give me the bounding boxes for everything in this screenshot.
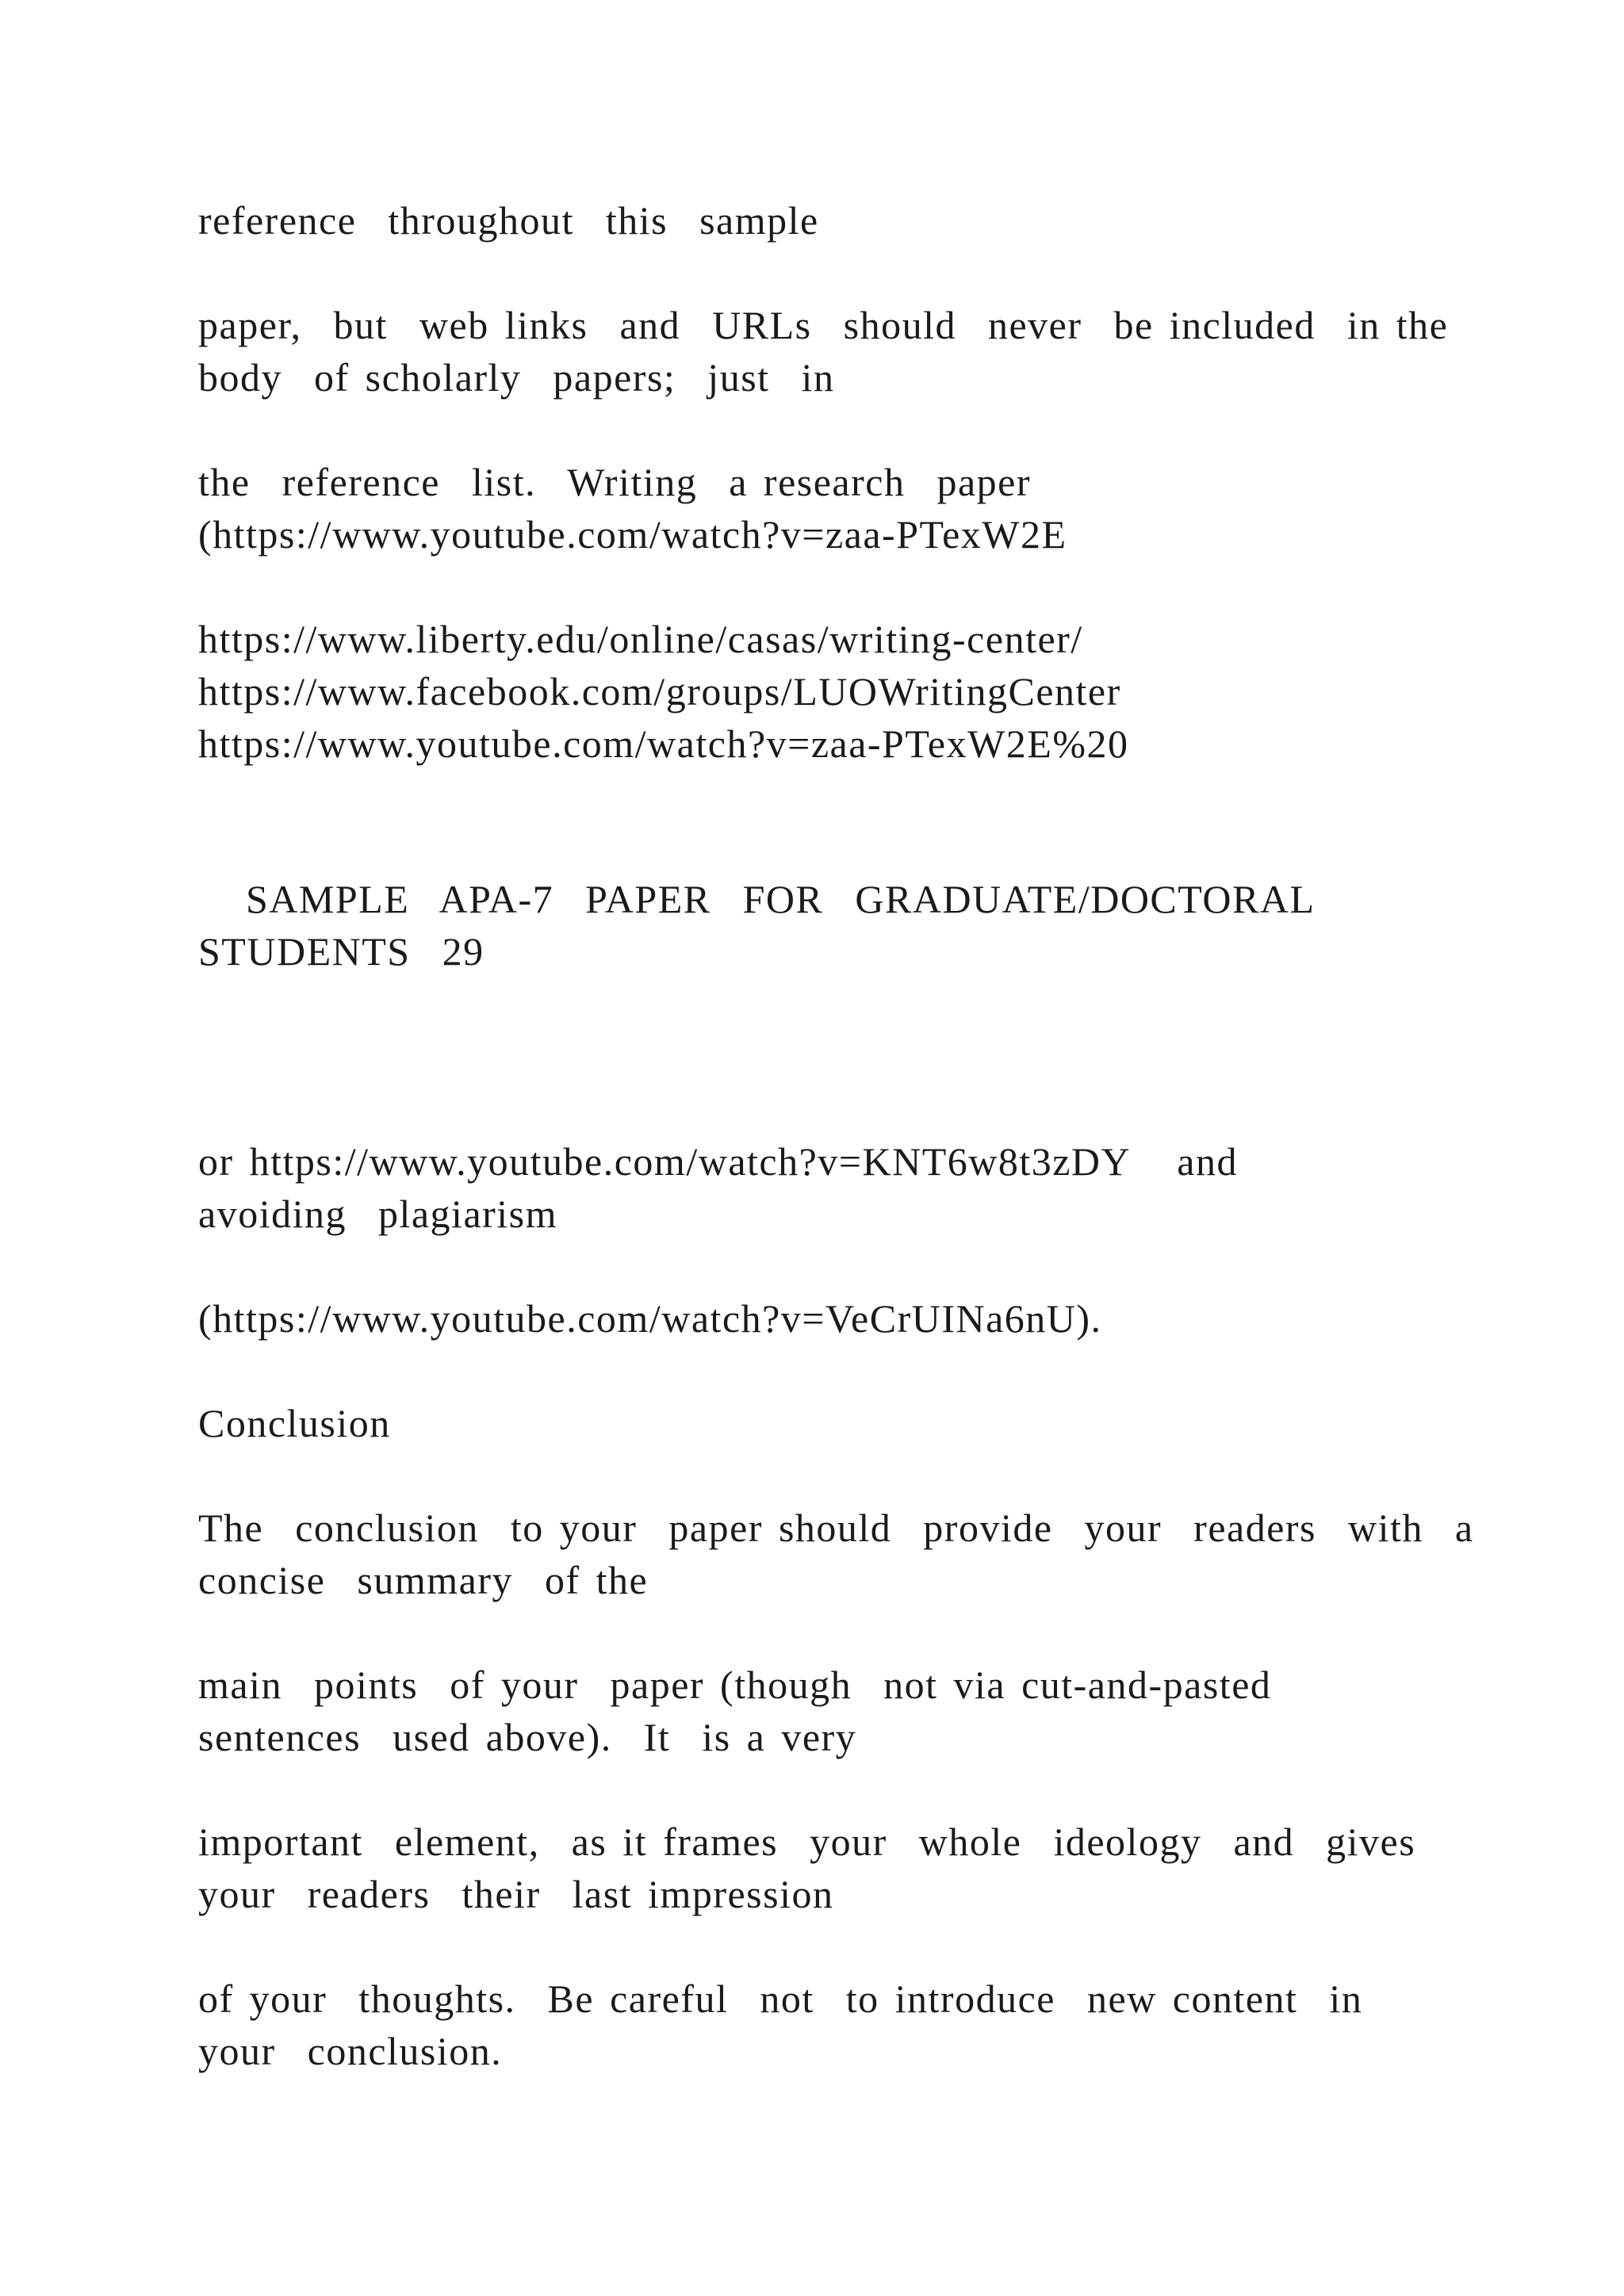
- text-line: paper, but web links and URLs should never be included in the: [198, 303, 1449, 347]
- url-line: https://www.youtube.com/watch?v=zaa-PTexW2E%20: [198, 721, 1129, 766]
- text-line: reference throughout this sample: [198, 198, 819, 243]
- text-line: the reference list. Writing a research paper: [198, 460, 1031, 504]
- running-header: SAMPLE APA-7 PAPER FOR GRADUATE/DOCTORAL: [198, 877, 1316, 921]
- url-line: https://www.facebook.com/groups/LUOWritingCenter: [198, 669, 1121, 714]
- section-heading: Conclusion: [198, 1401, 391, 1445]
- text-line: (https://www.youtube.com/watch?v=VeCrUINa6nU).: [198, 1296, 1102, 1341]
- text-line: of your thoughts. Be careful not to introduce new content in: [198, 1976, 1363, 2021]
- text-line: your readers their last impression: [198, 1872, 834, 1916]
- text-line: avoiding plagiarism: [198, 1192, 558, 1236]
- text-line: body of scholarly papers; just in: [198, 355, 835, 400]
- text-line: important element, as it frames your whole ideology and gives: [198, 1820, 1416, 1864]
- text-line: concise summary of the: [198, 1558, 649, 1602]
- running-header-page-number: STUDENTS 29: [198, 929, 485, 974]
- text-line: main points of your paper (though not via cut-and-pasted: [198, 1663, 1272, 1707]
- text-line: The conclusion to your paper should provide your readers with a: [198, 1506, 1474, 1550]
- url-line: https://www.liberty.edu/online/casas/writing-center/: [198, 617, 1083, 661]
- text-line: (https://www.youtube.com/watch?v=zaa-PTexW2E: [198, 512, 1067, 557]
- text-line: sentences used above). It is a very: [198, 1715, 857, 1759]
- text-line: your conclusion.: [198, 2029, 503, 2073]
- text-line: or https://www.youtube.com/watch?v=KNT6w8t3zDY and: [198, 1139, 1238, 1184]
